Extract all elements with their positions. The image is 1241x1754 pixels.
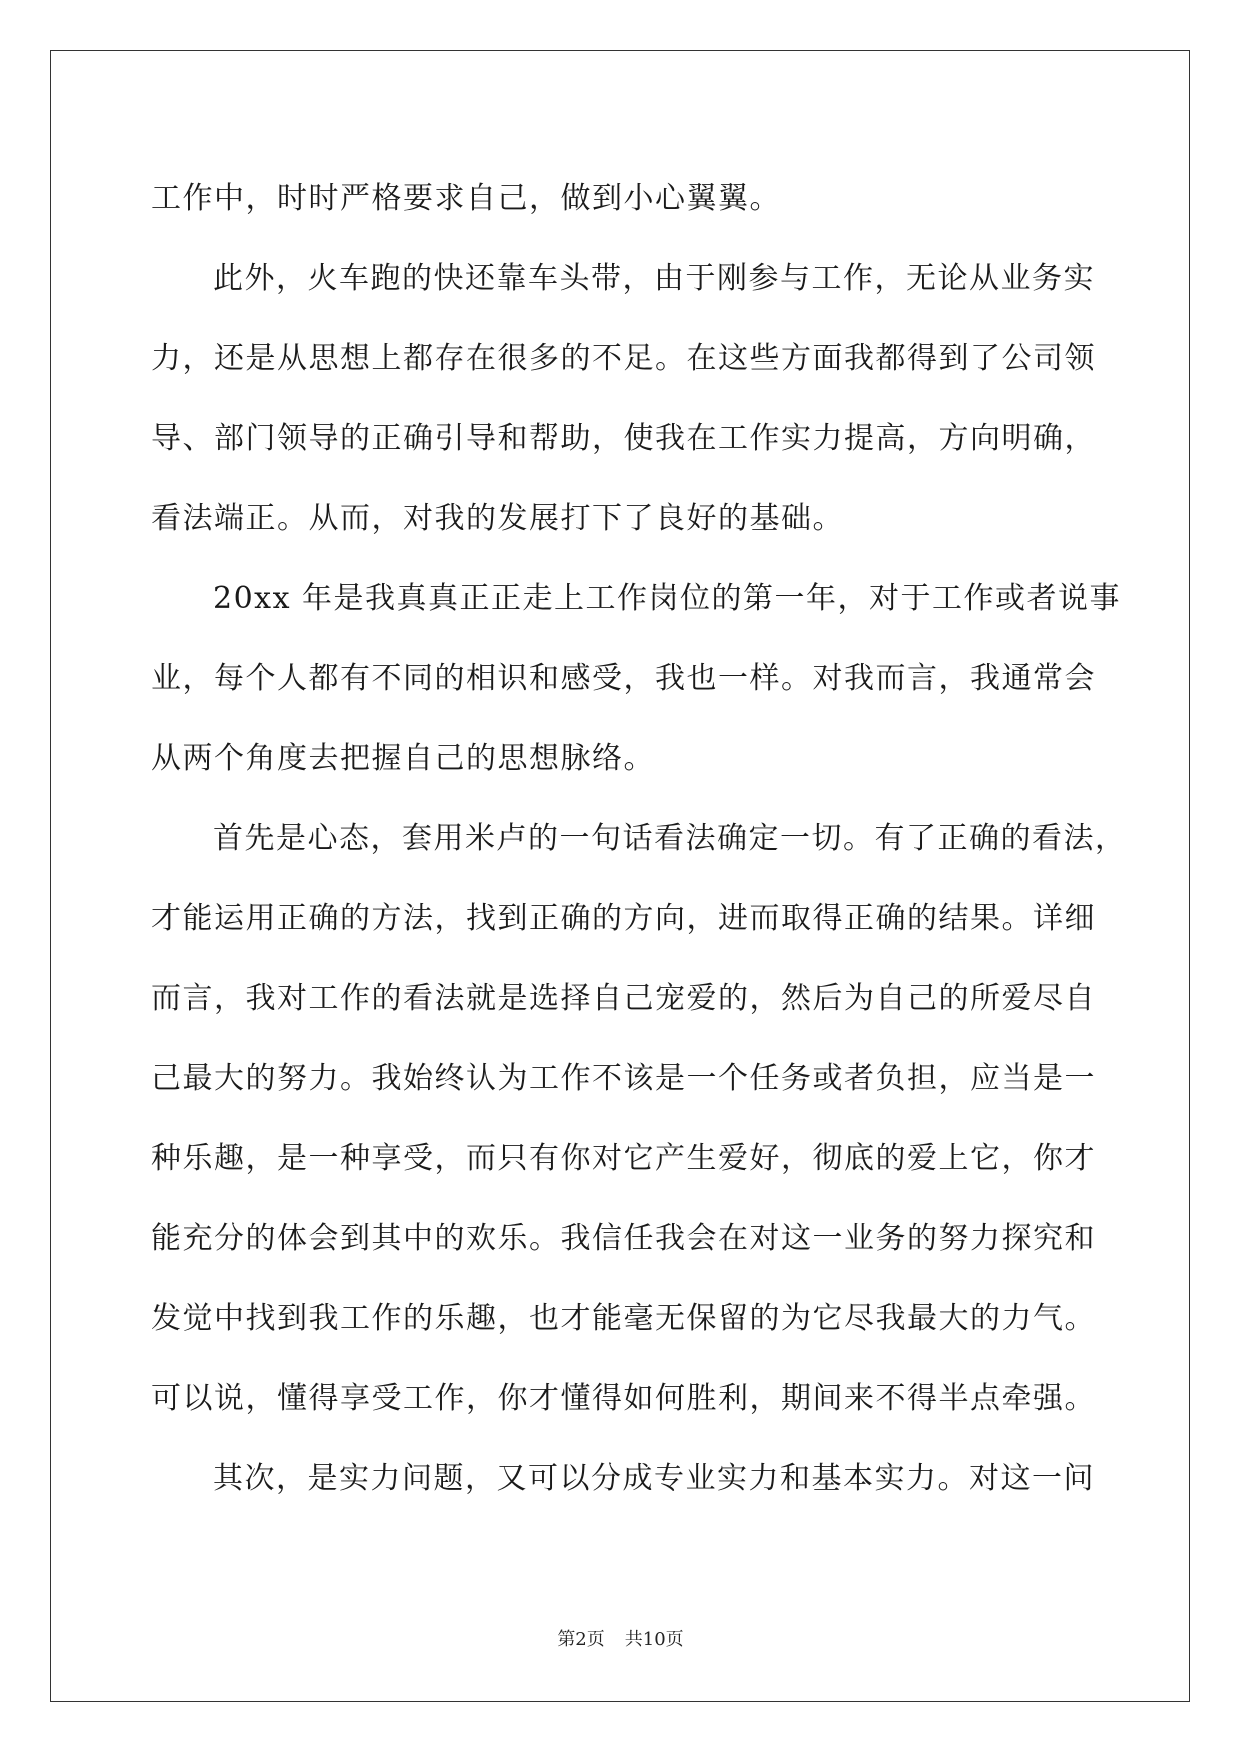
text-line: 发觉中找到我工作的乐趣，也才能毫无保留的为它尽我最大的力气。 xyxy=(151,1301,1096,1336)
text-line: 力，还是从思想上都存在很多的不足。在这些方面我都得到了公司领 xyxy=(151,341,1096,376)
page-number: 第2页 xyxy=(557,1629,605,1650)
text-line: 才能运用正确的方法，找到正确的方向，进而取得正确的结果。详细 xyxy=(151,901,1096,936)
text-line: 可以说，懂得享受工作，你才懂得如何胜利，期间来不得半点牵强。 xyxy=(151,1381,1096,1416)
page-total: 共10页 xyxy=(624,1629,684,1650)
text-line: 种乐趣，是一种享受，而只有你对它产生爱好，彻底的爱上它，你才 xyxy=(151,1141,1096,1176)
text-line: 首先是心态，套用米卢的一句话看法确定一切。有了正确的看法， xyxy=(213,821,1127,856)
text-line: 导、部门领导的正确引导和帮助，使我在工作实力提高，方向明确， xyxy=(151,421,1096,456)
text-line: 看法端正。从而，对我的发展打下了良好的基础。 xyxy=(151,501,844,536)
document-body xyxy=(151,159,1127,1519)
text-line: 己最大的努力。我始终认为工作不该是一个任务或者负担，应当是一 xyxy=(151,1061,1096,1096)
page-footer xyxy=(0,1628,1241,1652)
text-line: 而言，我对工作的看法就是选择自己宠爱的，然后为自己的所爱尽自 xyxy=(151,981,1096,1016)
text-line: 从两个角度去把握自己的思想脉络。 xyxy=(151,741,655,776)
text-line: 其次，是实力问题，又可以分成专业实力和基本实力。对这一问 xyxy=(213,1461,1095,1496)
text-line: 20xx 年是我真真正正走上工作岗位的第一年，对于工作或者说事 xyxy=(213,581,1122,616)
text-line: 业，每个人都有不同的相识和感受，我也一样。对我而言，我通常会 xyxy=(151,661,1096,696)
text-line: 能充分的体会到其中的欢乐。我信任我会在对这一业务的努力探究和 xyxy=(151,1221,1096,1256)
text-line: 此外，火车跑的快还靠车头带，由于刚参与工作，无论从业务实 xyxy=(213,261,1095,296)
text-line: 工作中，时时严格要求自己，做到小心翼翼。 xyxy=(151,181,781,216)
